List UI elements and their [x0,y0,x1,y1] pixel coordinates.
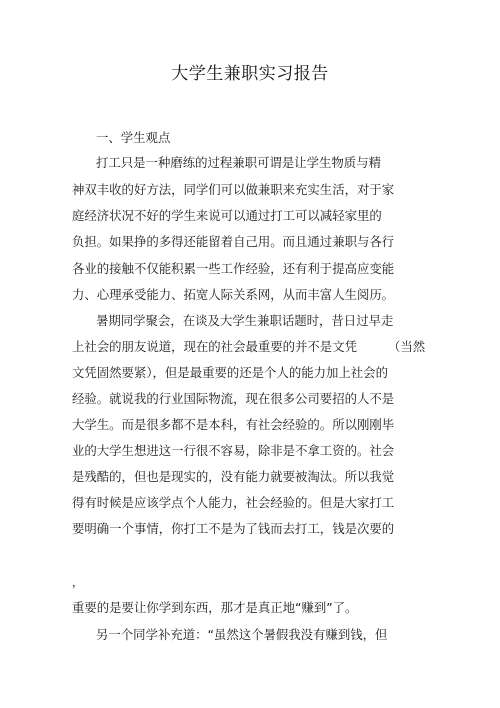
paragraph-line: 庭经济状况不好的学生来说可以通过打工可以减轻家里的 [72,208,382,223]
paragraph-line: 各业的接触不仅能积累一些工作经验，还有利于提高应变能 [72,261,395,276]
paragraph-line: 大学生。而是很多都不是本科，有社会经验的。所以刚刚毕 [72,417,395,432]
paragraph-line: 经验。就说我的行业国际物流，现在很多公司要招的人不是 [72,391,395,406]
stray-comma: ， [72,576,83,589]
paragraph-line: 文凭固然要紧），但是最重要的还是个人的能力加上社会的 [72,365,388,380]
paragraph-line: 暑期同学聚会，在谈及大学生兼职话题时，昔日过早走 [96,313,394,328]
paragraph-line: 重要的是要让你学到东西，那才是真正地“赚到”了。 [72,600,358,615]
paragraph-line: 上社会的朋友说道，现在的社会最重要的并不是文凭 [72,339,357,354]
paragraph-line: 业的大学生想进这一行很不容易，除非是不拿工资的。社会 [72,443,395,458]
paragraph-line: 是残酷的，但也是现实的，没有能力就要被淘汰。所以我觉 [72,469,395,484]
paragraph-line: 神双丰收的好方法，同学们可以做兼职来充实生活，对于家 [72,182,395,197]
paragraph-line: 力、心理承受能力、拓宽人际关系网，从而丰富人生阅历。 [72,287,395,302]
paragraph-aside: （当然 [388,339,426,354]
paragraph-line: 要明确一个事情，你打工不是为了钱而去打工，钱是次要的 [72,521,395,536]
paragraph-line: 得有时候是应该学点个人能力，社会经验的。但是大家打工 [72,495,395,510]
paragraph-line: 另一个同学补充道：“虽然这个暑假我没有赚到钱，但 [96,627,388,642]
paragraph-line: 负担。如果挣的多得还能留着自己用。而且通过兼职与各行 [72,234,395,249]
document-title: 大学生兼职实习报告 [171,64,329,84]
section-heading: 一、学生观点 [96,130,171,145]
paragraph-line: 打工只是一种磨练的过程兼职可谓是让学生物质与精 [96,155,381,170]
